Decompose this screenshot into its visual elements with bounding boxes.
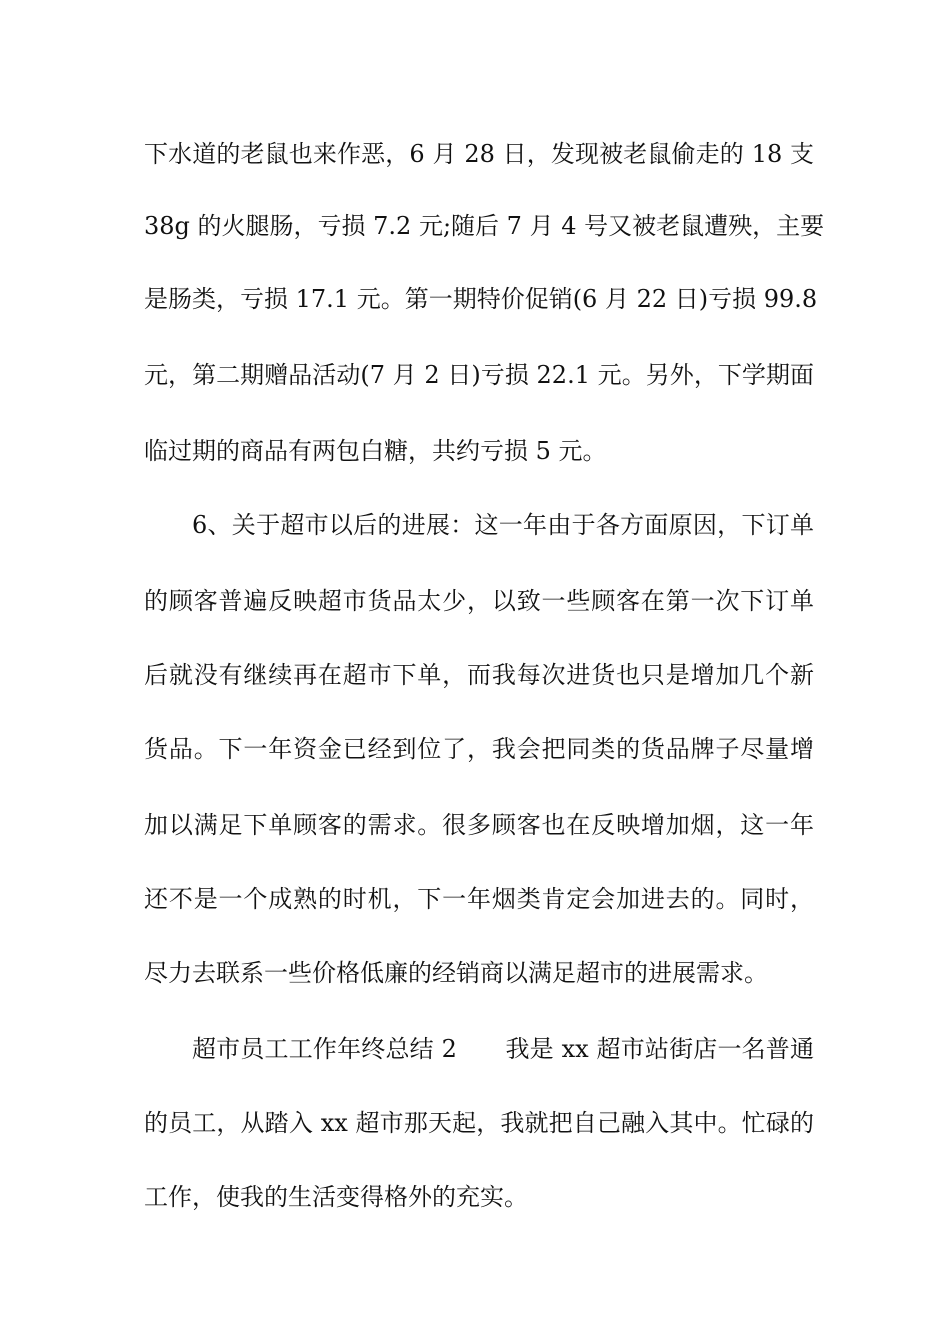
text-line: 工作，使我的生活变得格外的充实。 bbox=[144, 1183, 528, 1211]
text-line: 38g 的火腿肠，亏损 7.2 元;随后 7 月 4 号又被老鼠遭殃，主要 bbox=[144, 212, 825, 240]
text-line: 的顾客普遍反映超市货品太少，以致一些顾客在第一次下订单 bbox=[144, 587, 814, 615]
text-line: 货品。下一年资金已经到位了，我会把同类的货品牌子尽量增 bbox=[144, 735, 814, 763]
text-line: 还不是一个成熟的时机，下一年烟类肯定会加进去的。同时， bbox=[144, 885, 814, 913]
text-line: 元，第二期赠品活动(7 月 2 日)亏损 22.1 元。另外，下学期面 bbox=[144, 361, 814, 389]
text-line: 6、关于超市以后的进展：这一年由于各方面原因，下订单 bbox=[192, 511, 814, 539]
text-line: 尽力去联系一些价格低廉的经销商以满足超市的进展需求。 bbox=[144, 959, 768, 987]
text-line: 超市员工工作年终总结 2 我是 xx 超市站街店一名普通 bbox=[192, 1035, 814, 1063]
text-line: 是肠类，亏损 17.1 元。第一期特价促销(6 月 22 日)亏损 99.8 bbox=[144, 285, 818, 313]
text-line: 后就没有继续再在超市下单，而我每次进货也只是增加几个新 bbox=[144, 661, 814, 689]
text-line: 临过期的商品有两包白糖，共约亏损 5 元。 bbox=[144, 437, 607, 465]
text-line: 加以满足下单顾客的需求。很多顾客也在反映增加烟，这一年 bbox=[144, 811, 814, 839]
text-line: 的员工，从踏入 xx 超市那天起，我就把自己融入其中。忙碌的 bbox=[144, 1109, 814, 1137]
text-line: 下水道的老鼠也来作恶，6 月 28 日，发现被老鼠偷走的 18 支 bbox=[144, 140, 814, 168]
